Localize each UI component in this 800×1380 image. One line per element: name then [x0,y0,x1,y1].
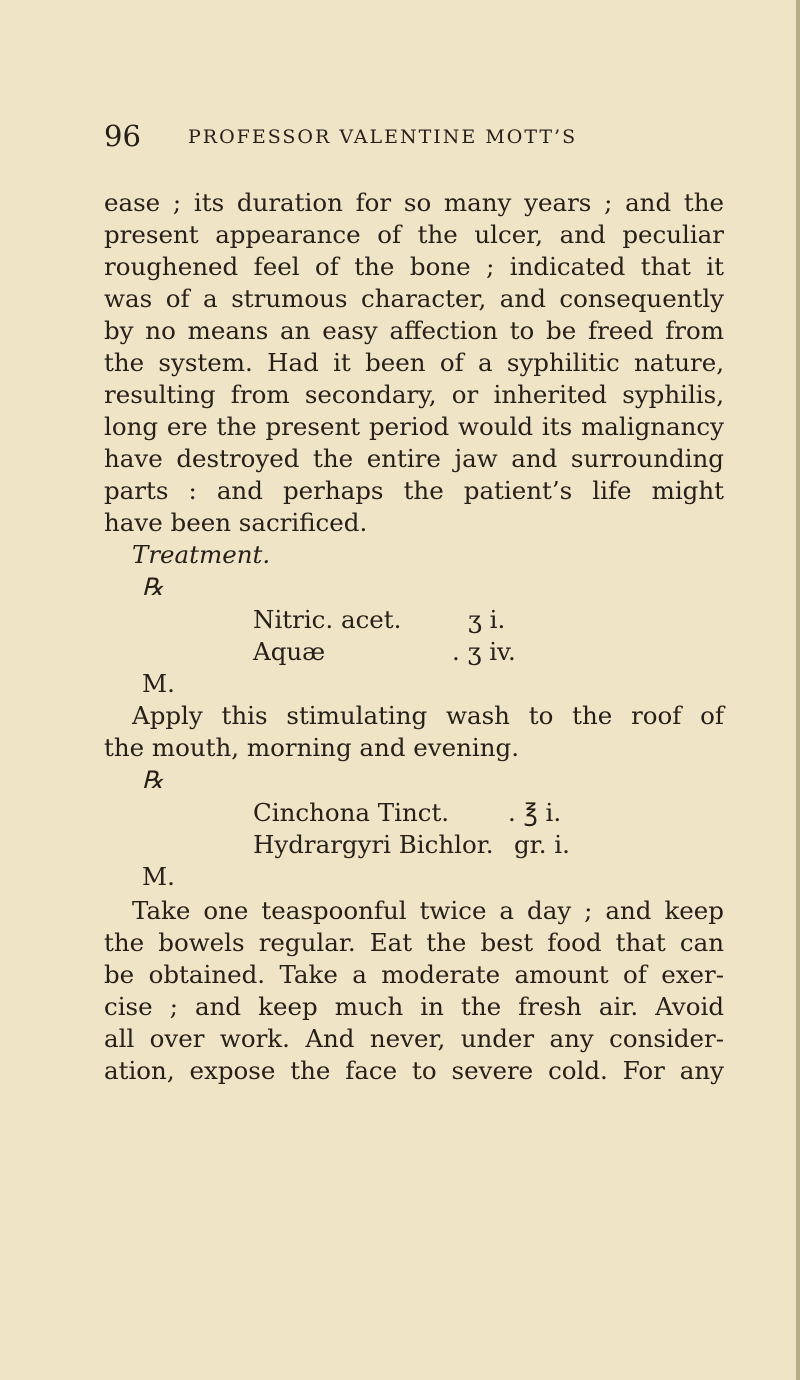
page-edge [796,0,800,1380]
rx-symbol: ℞ [142,573,164,601]
rx-symbol: ℞ [142,766,164,794]
text-line: long ere the present period would its malignancy [104,412,724,441]
text-line: parts : and perhaps the patient’s life might [104,476,724,505]
text-line: resulting from secondary, or inherited syphilis, [104,380,724,409]
ingredient-dose: gr. i. [514,830,570,859]
ingredient-dose: . ℥ i. [508,798,562,827]
text-line: Apply this stimulating wash to the roof of [132,701,724,730]
ingredient-name: Nitric. acet. [253,605,402,634]
text-line: ease ; its duration for so many years ; and the [104,188,724,217]
page-number: 96 [104,119,141,153]
text-line: all over work. And never, under any consider- [104,1024,724,1053]
text-line: the bowels regular. Eat the best food that can [104,928,724,957]
text-line: be obtained. Take a moderate amount of exer- [104,960,724,989]
text-line: the mouth, morning and evening. [104,733,519,762]
treatment-heading: Treatment. [132,540,271,569]
text-line: Take one teaspoonful twice a day ; and keep [132,896,724,925]
text-line: the system. Had it been of a syphilitic nature, [104,348,724,377]
mix-mark: M. [142,669,175,698]
running-head: PROFESSOR VALENTINE MOTT’S [188,126,578,148]
text-line: roughened feel of the bone ; indicated that it [104,252,724,281]
ingredient-dose: . ʒ iv. [452,637,516,666]
text-line: was of a strumous character, and consequently [104,284,724,313]
text-line: have destroyed the entire jaw and surrounding [104,444,724,473]
ingredient-name: Aquæ [253,637,326,666]
ingredient-name: Hydrargyri Bichlor. [253,830,494,859]
text-line: have been sacrificed. [104,508,368,537]
text-line: by no means an easy affection to be freed from [104,316,724,345]
ingredient-dose: ʒ i. [468,605,506,634]
text-line: present appearance of the ulcer, and peculiar [104,220,724,249]
text-line: cise ; and keep much in the fresh air. Avoid [104,992,724,1021]
text-line: ation, expose the face to severe cold. For any [104,1056,724,1085]
mix-mark: M. [142,862,175,891]
page-header [104,120,724,152]
ingredient-name: Cinchona Tinct. [253,798,450,827]
